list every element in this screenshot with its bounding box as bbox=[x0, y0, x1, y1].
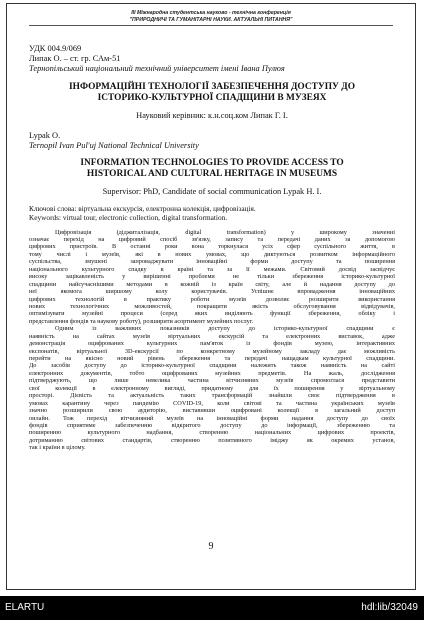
text-line: спадщини найсучаснішими методами в кожній із країн світу, але й надання доступу до bbox=[29, 280, 395, 288]
text-line: Цифровізація (діджиталізація, digital transformation) у широкому значенні bbox=[55, 228, 395, 236]
paragraph-2 bbox=[29, 325, 395, 451]
text-line: цифрових пристроїв. В останні роки вона торкнулася усіх сфер суспільного життя, в bbox=[29, 243, 395, 251]
text-line: Одним із важливих показників доступу до історико-культурної спадщини є bbox=[55, 325, 395, 333]
affiliation-en: Ternopil Ivan Pul'uj National Technical University bbox=[29, 141, 199, 151]
text-line: онлайн. Тож перехід вітчизняний музеїв на інноваційні форми надання доступу до своїх bbox=[29, 414, 395, 422]
text-line: високу зацікавленість у вирішенні проблеми не тільки збереження історико-культурної bbox=[29, 273, 395, 281]
paragraph-1 bbox=[29, 229, 395, 326]
text-line: дотриманню світових стандартів, створенню позитивного іміджу як окремих установ, bbox=[29, 436, 395, 444]
title-en-line-1: INFORMATION TECHNOLOGIES TO PROVIDE ACCESS TO bbox=[80, 158, 344, 169]
text-line: національного культурного спадку в країні та за її межами. Світовий досвід засвідчує bbox=[29, 265, 395, 273]
text-line: електронних документів, тобто оцифрованих музейних предметів. На жаль, дослідження bbox=[29, 369, 395, 377]
text-line: значно розширили свою аудиторію, виставивши оцифровані колекції в загальний доступ bbox=[29, 407, 395, 415]
keywords-ua: Ключові слова: віртуальна екскурсія, електронна колекція, цифровізація. bbox=[29, 204, 256, 214]
title-ua-line-2: ІСТОРИКО-КУЛЬТУРНОЇ СПАДЩИНИ В МУЗЕЯХ bbox=[97, 92, 327, 103]
text-line: оптимізувати музейні процеси (серед яких виділяють функції збереження, обліку і bbox=[29, 310, 395, 318]
page-number: 9 bbox=[208, 541, 214, 552]
handle-link[interactable]: hdl:lib/32049 bbox=[361, 602, 418, 613]
article-body bbox=[29, 229, 395, 452]
conference-line-1: ІІІ Міжнародна студентська науково - технічна конференція bbox=[131, 10, 291, 16]
text-line: означає перехід на цифровий спосіб зв'язку, запису та передачі даних за допомогою bbox=[29, 236, 395, 244]
text-line: просторі. Дієвість та актуальність таких трансформацій знайшли своє підтвердження в bbox=[29, 392, 395, 400]
conference-header bbox=[7, 10, 415, 23]
text-line: суспільства, змушені запроваджувати інноваційні форми доступу та поширення bbox=[29, 258, 395, 266]
text-line: демонстрація оцифрованих культурних пам'яток із фондів музею, інтерактивних bbox=[29, 340, 395, 348]
text-line: наявність на сайтах музеїв віртуальних екскурсій та електронних виставок, адже bbox=[29, 332, 395, 340]
article-content bbox=[29, 44, 395, 452]
text-line: так і країни в цілому. bbox=[29, 444, 86, 452]
document-page bbox=[6, 3, 416, 590]
text-line: неї якомога ширшому колу користувачів. Успішне впровадження інноваційних bbox=[29, 288, 395, 296]
supervisor-en: Supervisor: PhD, Candidate of social communication Lypak H. I. bbox=[102, 187, 322, 197]
header-divider bbox=[29, 25, 393, 26]
repository-footer bbox=[0, 596, 424, 620]
text-line: До засобів доступу до історико-культурної спадщини належить також наявність на сайті bbox=[29, 362, 395, 370]
authors-ua: Липак О. – ст. гр. САм-51 bbox=[29, 54, 121, 64]
text-line: представлення фондів та наукову роботу), розширити асортимент музейних послуг. bbox=[29, 317, 254, 325]
text-line: тому числі і музеїв, які в нових умовах, що диктуються розвитком інформаційного bbox=[29, 250, 395, 258]
text-line: умовах карантину через пандемію COVID-19, коли світові та частина українських музеїв bbox=[29, 399, 395, 407]
text-line: фондів сприятиме забезпеченню відкритого доступу до інформації, збереженню та bbox=[29, 421, 395, 429]
text-line: перейти на якісно новий рівень збереження та передачі нащадкам культурної спадщини. bbox=[29, 355, 395, 363]
repository-name: ELARTU bbox=[5, 602, 45, 613]
affiliation-ua: Тернопільський національний технічний університет імені Івана Пулюя bbox=[29, 64, 285, 74]
supervisor-ua: Науковий керівник: к.н.соц.ком Липак Г. І. bbox=[136, 110, 288, 120]
keywords-en: Keywords: virtual tour, electronic collection, digital transformation. bbox=[29, 213, 228, 223]
text-line: експонатів, віртуальної 3D-екскурсії по конкретному музейному закладу дає можливість bbox=[29, 347, 395, 355]
text-line: нових технологічних можливостей, покращити якість обслуговування відвідувачів, bbox=[29, 302, 395, 310]
text-line: свої колекції в електронному вигляді, придатному для їх поширення у віртуальному bbox=[29, 384, 395, 392]
text-line: підтверджують, що лише невелика частина вітчизняних музеїв спромоглася представити bbox=[29, 377, 395, 385]
authors-en: Lypak O. bbox=[29, 130, 61, 140]
udc-code: УДК 004.9/069 bbox=[29, 44, 82, 53]
title-ua-line-1: ІНФОРМАЦІЙНІ ТЕХНОЛОГІЇ ЗАБЕЗПЕЧЕННЯ ДОСТУПУ ДО bbox=[69, 81, 355, 92]
text-line: цифрових технологій в практику роботи музеїв дозволяє розширити використання bbox=[29, 295, 395, 303]
conference-line-2: "ПРИРОДНИЧІ ТА ГУМАНІТАРНІ НАУКИ. АКТУАЛЬНІ ПИТАННЯ" bbox=[129, 16, 293, 23]
title-en-line-2: HISTORICAL AND CULTURAL HERITAGE IN MUSEUMS bbox=[86, 169, 338, 180]
text-line: поширенню культурного надбання, створенню національних цифрових проектів, bbox=[29, 429, 395, 437]
